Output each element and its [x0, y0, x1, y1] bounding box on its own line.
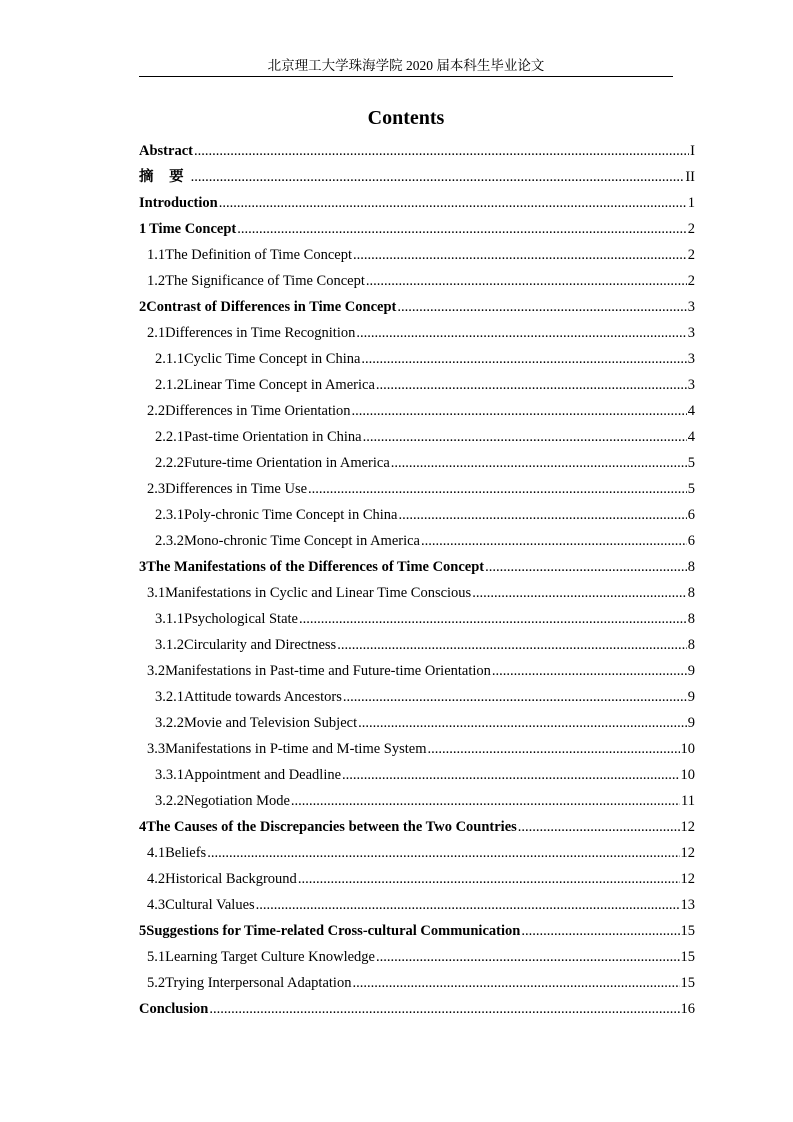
toc-entry-page: 8 [687, 559, 695, 575]
toc-entry[interactable] [139, 944, 695, 970]
toc-entry[interactable] [139, 528, 695, 554]
toc-entry-title: Trying Interpersonal Adaptation [165, 975, 352, 991]
toc-entry-title: Historical Background [165, 871, 297, 887]
toc-entry-page: 6 [687, 533, 695, 549]
toc-entry-number: 3.2 [147, 663, 166, 679]
toc-entry[interactable] [139, 658, 695, 684]
dot-leader [194, 138, 689, 164]
toc-entry-page: 9 [687, 689, 695, 705]
toc-entry-page: 13 [680, 897, 695, 913]
toc-entry-number: 3.2.1 [155, 689, 184, 705]
toc-entry-number: 4.2 [147, 871, 166, 887]
toc-entry-number: 5 [139, 923, 147, 939]
toc-entry-page: 15 [680, 975, 695, 991]
toc-entry[interactable] [139, 736, 695, 762]
toc-entry-number: 1.1 [147, 247, 166, 263]
dot-leader [361, 346, 686, 372]
toc-entry-page: 6 [687, 507, 695, 523]
toc-entry[interactable] [139, 424, 695, 450]
toc-entry-page: 3 [687, 299, 695, 315]
toc-entry-number: 2.2.1 [155, 429, 184, 445]
dot-leader [256, 892, 680, 918]
toc-entry[interactable] [139, 996, 695, 1022]
toc-entry-title: The Causes of the Discrepancies between the Two Countries [146, 819, 517, 835]
dot-leader [343, 684, 687, 710]
toc-entry-title: Conclusion [139, 1001, 209, 1017]
toc-entry-number: 3.1 [147, 585, 166, 601]
toc-entry-number: 1 [139, 221, 147, 237]
toc-entry-title: The Significance of Time Concept [165, 273, 365, 289]
dot-leader [485, 554, 687, 580]
toc-entry[interactable] [139, 606, 695, 632]
toc-entry-page: 12 [680, 871, 695, 887]
toc-entry-page: 12 [680, 819, 695, 835]
toc-entry-page: 8 [687, 611, 695, 627]
toc-entry-page: 16 [680, 1001, 695, 1017]
toc-entry-title: Beliefs [165, 845, 207, 861]
toc-entry-number: 5.1 [147, 949, 166, 965]
toc-entry-title: Differences in Time Recognition [165, 325, 356, 341]
dot-leader [353, 242, 687, 268]
toc-entry-page: 2 [687, 221, 695, 237]
toc-entry[interactable] [139, 190, 695, 216]
dot-leader [291, 788, 680, 814]
toc-entry[interactable] [139, 814, 695, 840]
dot-leader [358, 710, 687, 736]
toc-entry[interactable] [139, 294, 695, 320]
dot-leader [391, 450, 687, 476]
toc-entry-title: The Manifestations of the Differences of Time Concept [146, 559, 485, 575]
dot-leader [209, 996, 679, 1022]
toc-entry[interactable] [139, 320, 695, 346]
toc-entry-page: 3 [687, 351, 695, 367]
toc-entry-number: 3.3 [147, 741, 166, 757]
page-header: 北京理工大学珠海学院 2020 届本科生毕业论文 [139, 56, 673, 77]
dot-leader [376, 372, 687, 398]
toc-entry-page: 8 [687, 637, 695, 653]
toc-entry-page: 12 [680, 845, 695, 861]
toc-entry-title: Movie and Television Subject [184, 715, 358, 731]
toc-entry-title: Linear Time Concept in America [184, 377, 375, 393]
toc-entry-title: Time Concept [149, 221, 237, 237]
dot-leader [472, 580, 687, 606]
toc-entry[interactable] [139, 164, 695, 190]
toc-entry-number: 2 [139, 299, 147, 315]
toc-entry-title: Manifestations in Past-time and Future-time Orientation [165, 663, 491, 679]
toc-entry-page: 5 [687, 481, 695, 497]
toc-title: Contents [367, 107, 445, 129]
toc-entry-title: Circularity and Directness [184, 637, 337, 653]
dot-leader [492, 658, 687, 684]
toc-entry-title: Contrast of Differences in Time Concept [146, 299, 397, 315]
toc-entry[interactable] [139, 684, 695, 710]
toc-entry[interactable] [139, 632, 695, 658]
toc-entry-number: 2.3 [147, 481, 166, 497]
toc-entry-number: 2.1.2 [155, 377, 184, 393]
dot-leader [363, 424, 687, 450]
toc-entry[interactable] [139, 242, 695, 268]
toc-entry-number: 3 [139, 559, 147, 575]
toc-entry-number: 2.1 [147, 325, 166, 341]
dot-leader [521, 918, 679, 944]
toc-entry-title: Cultural Values [165, 897, 255, 913]
toc-entry[interactable] [139, 918, 695, 944]
toc-entry-number: 2.2.2 [155, 455, 184, 471]
toc-entry-title: Poly-chronic Time Concept in China [184, 507, 398, 523]
toc-entry-title: Appointment and Deadline [184, 767, 342, 783]
toc-entry[interactable] [139, 892, 695, 918]
toc-entry-page: 15 [680, 949, 695, 965]
dot-leader [421, 528, 687, 554]
toc-entry-number: 3.1.2 [155, 637, 184, 653]
toc-entry-title: Manifestations in Cyclic and Linear Time Conscious [165, 585, 472, 601]
toc-entry-title: Manifestations in P-time and M-time System [165, 741, 427, 757]
toc-entry-page: 5 [687, 455, 695, 471]
toc-entry-title: Learning Target Culture Knowledge [165, 949, 375, 965]
toc-entry-title: The Definition of Time Concept [165, 247, 352, 263]
toc-entry-title: Differences in Time Use [165, 481, 308, 497]
toc-entry-title: Attitude towards Ancestors [184, 689, 342, 705]
toc-entry-page: 2 [687, 247, 695, 263]
toc-entry-number: 2.1.1 [155, 351, 184, 367]
toc-entry-page: 3 [687, 325, 695, 341]
toc-entry-number: 3.1.1 [155, 611, 184, 627]
dot-leader [428, 736, 680, 762]
toc-entry[interactable] [139, 580, 695, 606]
toc-entry-number: 3.2.2 [155, 793, 184, 809]
toc-entry[interactable] [139, 554, 695, 580]
dot-leader [237, 216, 686, 242]
toc-entry[interactable] [139, 398, 695, 424]
toc-entry-number: 4 [139, 819, 147, 835]
toc-entry[interactable] [139, 450, 695, 476]
toc-entry[interactable] [139, 372, 695, 398]
toc-entry-number: 2.2 [147, 403, 166, 419]
dot-leader [299, 606, 687, 632]
dot-leader [219, 190, 687, 216]
dot-leader [352, 398, 687, 424]
dot-leader [298, 866, 680, 892]
toc-entry-number: 5.2 [147, 975, 166, 991]
toc-entry-page: I [690, 143, 695, 159]
toc-entry-number: 4.3 [147, 897, 166, 913]
toc-entry-page: 8 [687, 585, 695, 601]
toc-entry-title: 摘 要 [139, 169, 190, 185]
toc-entry-title: Suggestions for Time-related Cross-cultural Communication [146, 923, 521, 939]
toc-entry[interactable] [139, 216, 695, 242]
dot-leader [337, 632, 687, 658]
toc-entry-number: 2.3.1 [155, 507, 184, 523]
toc-entry-page: 2 [687, 273, 695, 289]
toc-entry-title: Introduction [139, 195, 218, 211]
toc-entry-title: Abstract [139, 143, 193, 159]
toc-entry-title: Future-time Orientation in America [184, 455, 390, 471]
toc-entry[interactable] [139, 476, 695, 502]
toc-entry[interactable] [139, 788, 695, 814]
toc-entry-page: 9 [687, 663, 695, 679]
toc-entry[interactable] [139, 840, 695, 866]
dot-leader [207, 840, 679, 866]
dot-leader [397, 294, 686, 320]
toc-entry-number: 3.3.1 [155, 767, 184, 783]
toc-entry[interactable] [139, 346, 695, 372]
dot-leader [191, 164, 685, 190]
dot-leader [342, 762, 679, 788]
toc-entry-number: 4.1 [147, 845, 166, 861]
toc-entry-page: 1 [687, 195, 695, 211]
toc-entry-number: 1.2 [147, 273, 166, 289]
toc-entry[interactable] [139, 866, 695, 892]
toc-entry[interactable] [139, 502, 695, 528]
toc-entry-title: Mono-chronic Time Concept in America [184, 533, 420, 549]
dot-leader [376, 944, 680, 970]
toc-entry-page: 11 [681, 793, 695, 809]
dot-leader [308, 476, 687, 502]
toc-entry-page: 15 [680, 923, 695, 939]
toc-entry-title: Differences in Time Orientation [165, 403, 351, 419]
toc-entry-page: 3 [687, 377, 695, 393]
toc-entry-title: Past-time Orientation in China [184, 429, 362, 445]
toc-entry-page: 10 [680, 767, 695, 783]
toc-entry[interactable] [139, 268, 695, 294]
dot-leader [518, 814, 680, 840]
table-of-contents [139, 138, 695, 1022]
toc-entry-page: 4 [687, 429, 695, 445]
toc-entry-page: 10 [680, 741, 695, 757]
toc-entry-title: Cyclic Time Concept in China [184, 351, 361, 367]
toc-entry-page: 9 [687, 715, 695, 731]
toc-entry[interactable] [139, 762, 695, 788]
toc-entry-page: 4 [687, 403, 695, 419]
toc-entry-number: 3.2.2 [155, 715, 184, 731]
toc-entry[interactable] [139, 970, 695, 996]
dot-leader [352, 970, 679, 996]
toc-entry-page: II [685, 169, 695, 185]
toc-entry-title: Negotiation Mode [184, 793, 290, 809]
dot-leader [398, 502, 686, 528]
toc-entry-title: Psychological State [184, 611, 298, 627]
toc-entry-number: 2.3.2 [155, 533, 184, 549]
toc-entry[interactable] [139, 710, 695, 736]
dot-leader [366, 268, 687, 294]
toc-entry[interactable] [139, 138, 695, 164]
dot-leader [356, 320, 686, 346]
